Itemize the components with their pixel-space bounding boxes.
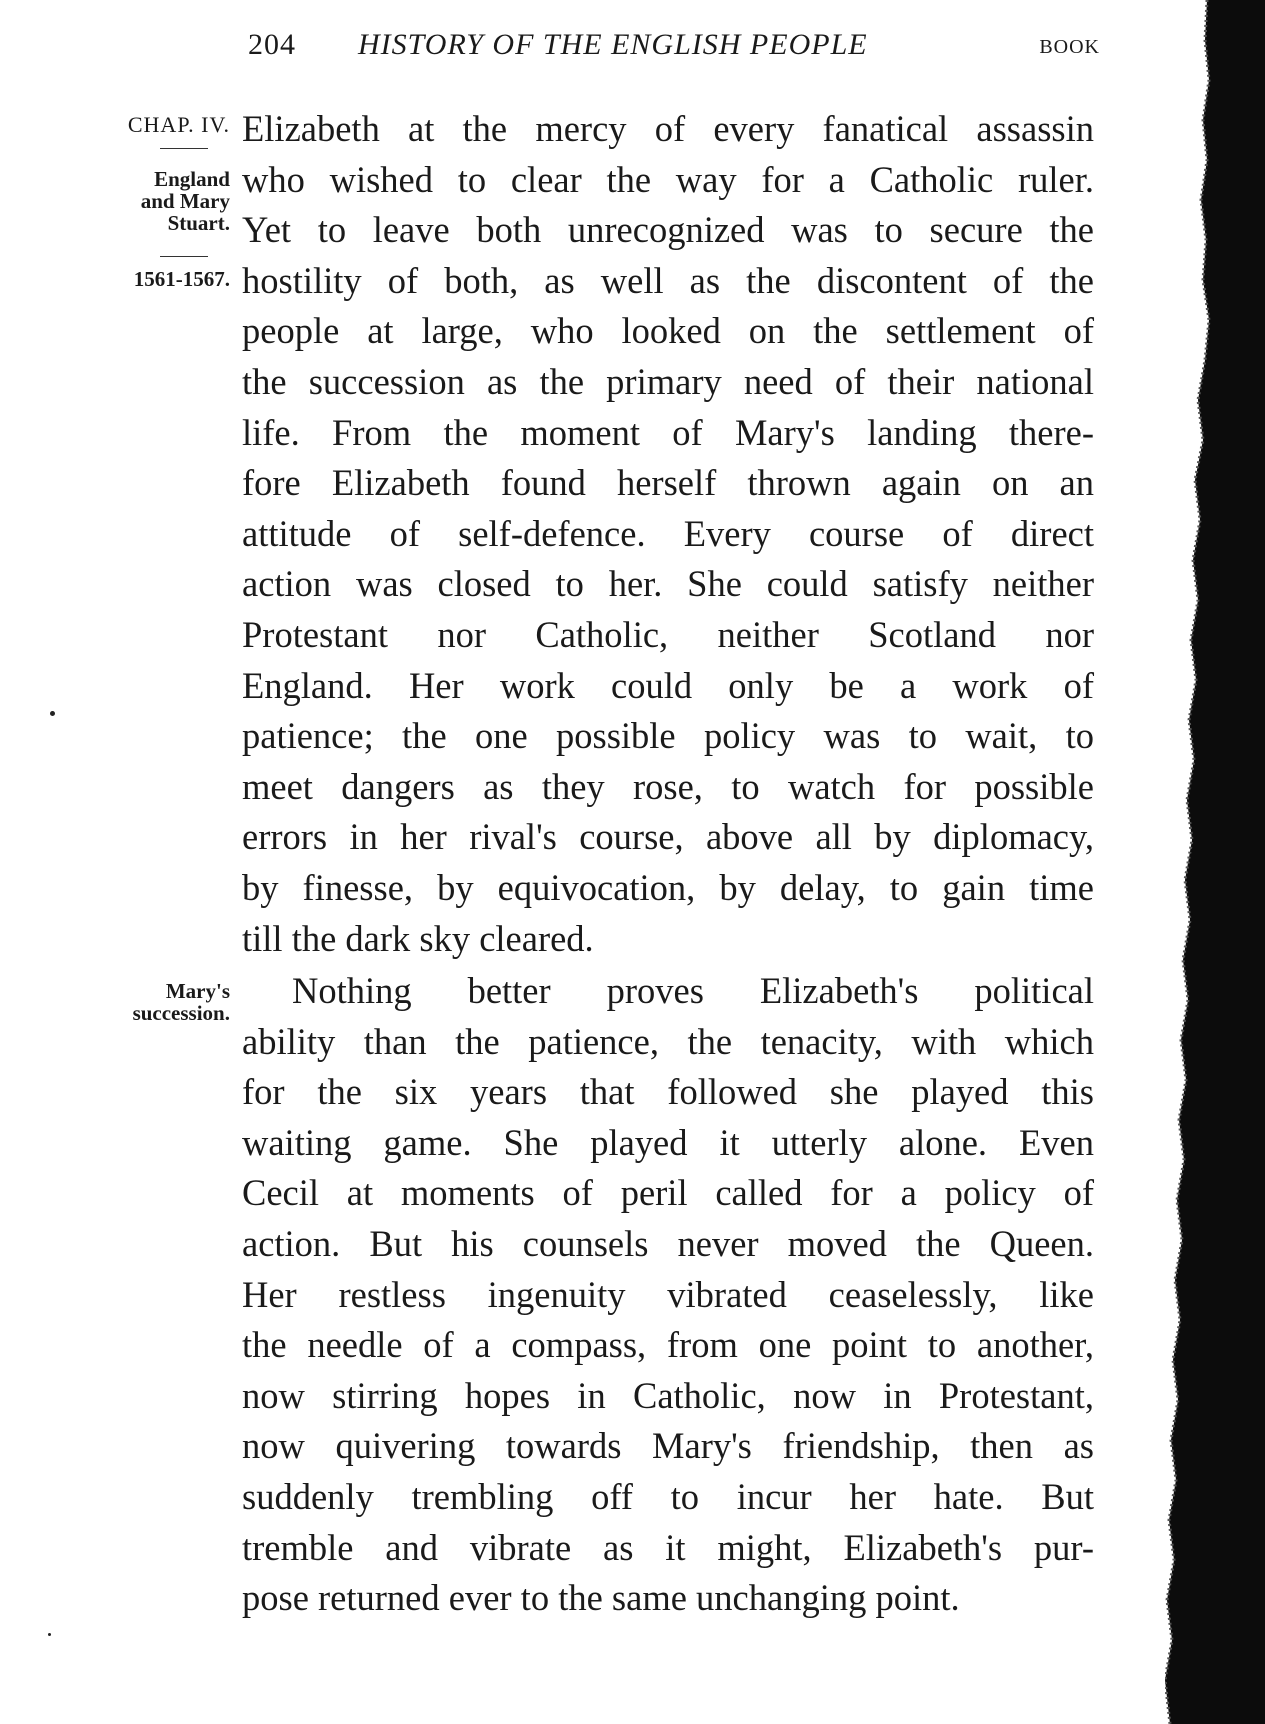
text-line: now stirring hopes in Catholic, now in Protestant, — [242, 1374, 1094, 1416]
speck-mark — [48, 1633, 51, 1636]
paragraph-2 — [242, 966, 1094, 1624]
page-number: 204 — [248, 28, 296, 61]
margin-rule-top — [160, 148, 208, 149]
margin-section-note — [70, 980, 230, 1024]
speck-mark — [50, 711, 55, 716]
text-line: errors in her rival's course, above all by diplomacy, — [242, 816, 1094, 858]
paragraph-1 — [242, 104, 1094, 964]
text-line: till the dark sky cleared. — [242, 917, 594, 959]
margin-topic-line: and Mary — [140, 189, 230, 213]
text-line: Her restless ingenuity vibrated ceaselessly, like — [242, 1273, 1094, 1315]
text-line: meet dangers as they rose, to watch for possible — [242, 765, 1094, 807]
margin-topic-line: Stuart. — [167, 211, 230, 235]
text-line: Protestant nor Catholic, neither Scotland nor — [242, 613, 1094, 655]
text-line: Yet to leave both unrecognized was to secure the — [242, 209, 1094, 251]
scanned-page-edge-shadow — [1165, 0, 1265, 1724]
text-line: Nothing better proves Elizabeth's political — [292, 970, 1094, 1011]
text-line: attitude of self-defence. Every course of direct — [242, 512, 1094, 554]
margin-topic-line: England — [154, 167, 230, 191]
page-header — [240, 28, 1100, 68]
text-line: the succession as the primary need of their national — [242, 360, 1094, 402]
book-label: BOOK — [1039, 36, 1100, 58]
text-line: by finesse, by equivocation, by delay, to gain time — [242, 866, 1094, 908]
text-line: Cecil at moments of peril called for a policy of — [242, 1172, 1094, 1214]
margin-rule-bottom — [160, 256, 208, 257]
text-line: England. Her work could only be a work of — [242, 664, 1094, 706]
text-line: action was closed to her. She could satisfy neither — [242, 563, 1094, 605]
margin-years: 1561-1567. — [133, 267, 230, 291]
margin-topic — [70, 168, 230, 234]
text-line: action. But his counsels never moved the Queen. — [242, 1222, 1094, 1264]
text-line: pose returned ever to the same unchanging point. — [242, 1577, 960, 1619]
text-line: tremble and vibrate as it might, Elizabeth's pur- — [242, 1526, 1094, 1568]
margin-section-line: Mary's — [165, 979, 230, 1003]
margin-chapter: CHAP. IV. — [127, 112, 230, 137]
text-line: Elizabeth at the mercy of every fanatical assassin — [242, 108, 1094, 149]
text-line: fore Elizabeth found herself thrown again on an — [242, 462, 1094, 504]
running-title: HISTORY OF THE ENGLISH PEOPLE — [358, 28, 868, 61]
text-line: people at large, who looked on the settlement of — [242, 310, 1094, 352]
text-line: ability than the patience, the tenacity, with which — [242, 1020, 1094, 1062]
text-line: suddenly trembling off to incur her hate. But — [242, 1475, 1094, 1517]
text-line: the needle of a compass, from one point to another, — [242, 1324, 1094, 1366]
text-line: who wished to clear the way for a Catholic ruler. — [242, 158, 1094, 200]
text-line: waiting game. She played it utterly alone. Even — [242, 1121, 1094, 1163]
text-line: for the six years that followed she played this — [242, 1071, 1094, 1113]
text-line: life. From the moment of Mary's landing there- — [242, 411, 1094, 453]
text-line: now quivering towards Mary's friendship, then as — [242, 1425, 1094, 1467]
margin-section-line: succession. — [132, 1001, 230, 1025]
text-line: patience; the one possible policy was to wait, to — [242, 715, 1094, 757]
text-line: hostility of both, as well as the discontent of the — [242, 259, 1094, 301]
